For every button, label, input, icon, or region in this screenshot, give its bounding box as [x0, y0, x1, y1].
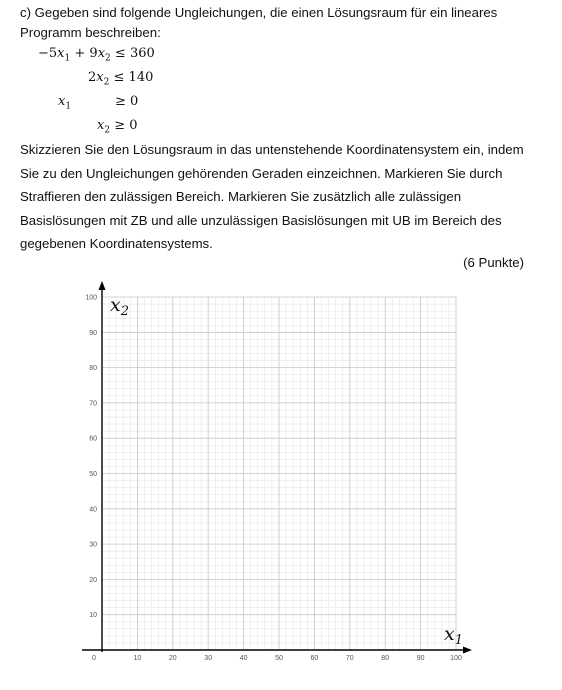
x-tick-label: 10	[133, 655, 142, 662]
x-tick-label: 20	[168, 655, 177, 662]
coef-b: + 9	[74, 46, 98, 61]
major-grid	[102, 297, 456, 650]
operator: ≤	[113, 70, 125, 85]
inequality-4: $x_2 \ge 0$	[97, 118, 138, 136]
y-tick-label: 20	[89, 576, 97, 584]
x-axis-label: $x_1$	[444, 623, 463, 648]
rhs: 140	[128, 70, 154, 85]
coef-a: −5	[38, 46, 58, 61]
x-tick-label: 100	[450, 655, 462, 662]
x-tick-label: 40	[239, 655, 248, 662]
y-tick-label: 100	[85, 294, 97, 302]
y-tick-label: 60	[89, 435, 97, 443]
operator: ≥	[114, 118, 126, 133]
x-axis-arrow	[463, 647, 472, 654]
y-tick-label: 90	[89, 329, 97, 337]
points-label: (6 Punkte)	[463, 255, 524, 270]
inequality-1: $-5x_1 + 9x_2 \le 360$	[38, 46, 155, 64]
y-tick-labels	[85, 295, 97, 620]
rhs: 360	[129, 46, 155, 61]
rhs: 0	[130, 94, 139, 109]
x-tick-label: 50	[275, 655, 283, 662]
x-tick-label: 80	[381, 655, 390, 662]
y-tick-label: 80	[89, 365, 97, 373]
rhs: 0	[129, 118, 138, 133]
x-tick-labels	[92, 655, 462, 662]
task-instructions: Skizzieren Sie den Lösungsraum in das untenstehende Koordinatensystem ein, indem Sie zu den Ungleichungen gehörenden Geraden einzeichnen. Markieren Sie durch Straffieren den zulässigen Bereich. Markieren Sie zusätzlich alle zulässigen Basislösungen mit ZB und alle unzulässigen Basislösungen mit UB im Bereich des gegebenen Koordinatensystems.	[20, 142, 524, 252]
y-tick-label: 70	[89, 400, 97, 408]
x-tick-label: 90	[416, 655, 425, 662]
x-tick-label: 0	[92, 655, 96, 662]
task-intro: c) Gegeben sind folgende Ungleichungen, die einen Lösungsraum für ein lineares Programm beschreiben:	[20, 5, 498, 40]
y-axis-arrow	[99, 281, 106, 290]
coef-a: 2	[88, 70, 97, 85]
operator: ≥	[115, 94, 126, 109]
x-tick-label: 70	[345, 655, 354, 662]
operator: ≤	[114, 46, 126, 61]
y-tick-label: 50	[89, 471, 97, 478]
x-tick-label: 30	[204, 655, 213, 662]
y-tick-label: 10	[89, 612, 97, 620]
y-axis-label: $x_2$	[110, 294, 129, 319]
inequality-3: $x_1$	[58, 94, 72, 112]
y-tick-label: 30	[89, 541, 97, 549]
inequality-2: $2x_2 \le 140$	[88, 70, 154, 88]
x-tick-label: 60	[310, 655, 319, 662]
y-tick-label: 40	[89, 506, 97, 514]
